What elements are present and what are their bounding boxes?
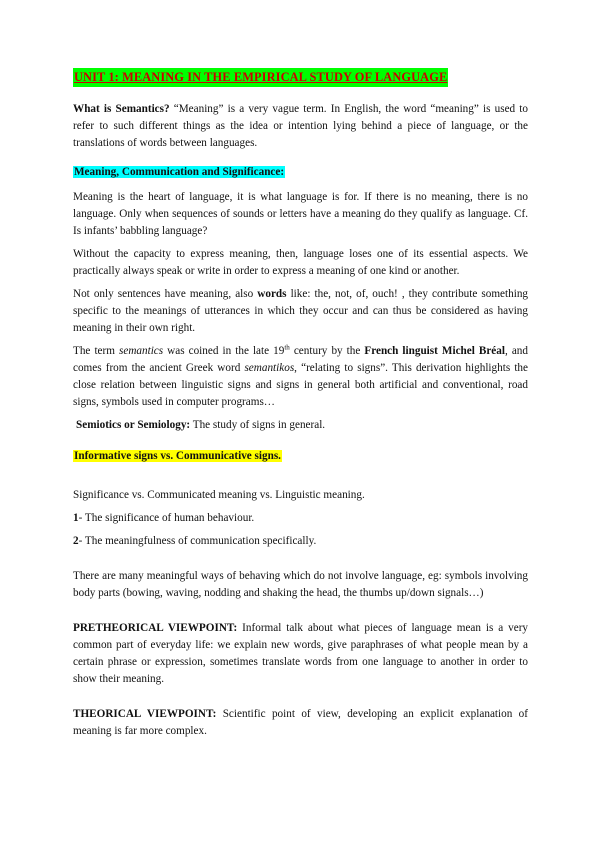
p3-text-c: like: the, not, of, ouch! , they contribute something specific to the meanings of utterances in which they occur and can thus be considered as having meaning in their own right.	[73, 288, 529, 335]
semiotics-line	[73, 417, 528, 434]
p4-superscript: th	[284, 343, 290, 352]
section2-heading: Informative signs vs. Communicative signs.	[74, 450, 281, 463]
p4-text-d: century by the	[289, 345, 365, 358]
section1-paragraph-2: Without the capacity to express meaning, then, language loses one of its essential aspects. We practically always speak or write in order to express a meaning of one kind or another.	[73, 248, 528, 278]
document-page	[73, 68, 528, 746]
pretheorical-lead: PRETHEORICAL VIEWPOINT:	[73, 622, 238, 635]
section1-paragraph-4	[73, 343, 528, 411]
section2-item-2	[73, 533, 528, 550]
theorical-text: Scientific point of view, developing an explicit explanation of meaning is far more complex.	[73, 708, 528, 738]
p4-bold-breal: French linguist Michel Bréal	[364, 345, 505, 358]
p4-italic-semantics: semantics	[119, 345, 164, 358]
section1-paragraph-1: Meaning is the heart of language, it is what language is for. If there is no meaning, there is no language. Only when sequences of sounds or letters have a meaning do they qualify as language. Cf. Is infants’ babbling language?	[73, 191, 528, 238]
pretheorical-text: Informal talk about what pieces of language mean is a very common part of everyday life: we explain new words, give paraphrases of what people mean by a certain phrase or expression, sometimes translate words from one language to another in order to show their meaning.	[73, 622, 529, 686]
section2-heading-block	[73, 448, 528, 465]
item2-text: - The meaningfulness of communication specifically.	[78, 535, 317, 548]
unit-title: UNIT 1: MEANING IN THE EMPIRICAL STUDY OF LANGUAGE	[73, 68, 448, 87]
item1-number: 1	[73, 512, 79, 525]
intro-text: “Meaning” is a very vague term. In English, the word “meaning” is used to refer to such different things as the idea or intention lying behind a piece of language, or the translations of words between languages.	[73, 103, 528, 150]
section2-line-1: Significance vs. Communicated meaning vs. Linguistic meaning.	[73, 489, 365, 502]
title-block	[73, 68, 528, 87]
section1-paragraph-3	[73, 286, 528, 337]
intro-lead: What is Semantics?	[73, 103, 170, 116]
intro-paragraph	[73, 101, 528, 152]
theorical-paragraph	[73, 706, 528, 740]
section1-heading: Meaning, Communication and Significance:	[74, 166, 285, 179]
section2-item-1	[73, 510, 528, 527]
item1-text: - The significance of human behaviour.	[78, 512, 255, 525]
pretheorical-paragraph	[73, 620, 528, 688]
p4-text-c: was coined in the late 19	[163, 345, 285, 358]
p3-text-a: Not only sentences have meaning, also	[73, 288, 258, 301]
behaving-paragraph: There are many meaningful ways of behaving which do not involve language, eg: symbols involving body parts (bowing, waving, nodding and shaking the head, the thumbs up/down signals…)	[73, 570, 528, 600]
p3-bold-words: words	[257, 288, 287, 301]
semiotics-text: The study of signs in general.	[190, 419, 326, 432]
semiotics-lead: Semiotics or Semiology:	[76, 419, 191, 432]
p4-text-f: , and comes from the ancient Greek word	[73, 345, 528, 375]
item2-number: 2	[73, 535, 79, 548]
section1-heading-block	[73, 164, 528, 181]
p4-text-h: , “relating to signs”. This derivation highlights the close relation between linguistic signs and signs in general both artificial and conventional, road signs, symbols used in computer programs…	[73, 362, 528, 409]
theorical-lead: THEORICAL VIEWPOINT:	[73, 708, 217, 721]
p4-text-a: The term	[73, 345, 119, 358]
p4-italic-semantikos: semantikos	[244, 362, 295, 375]
